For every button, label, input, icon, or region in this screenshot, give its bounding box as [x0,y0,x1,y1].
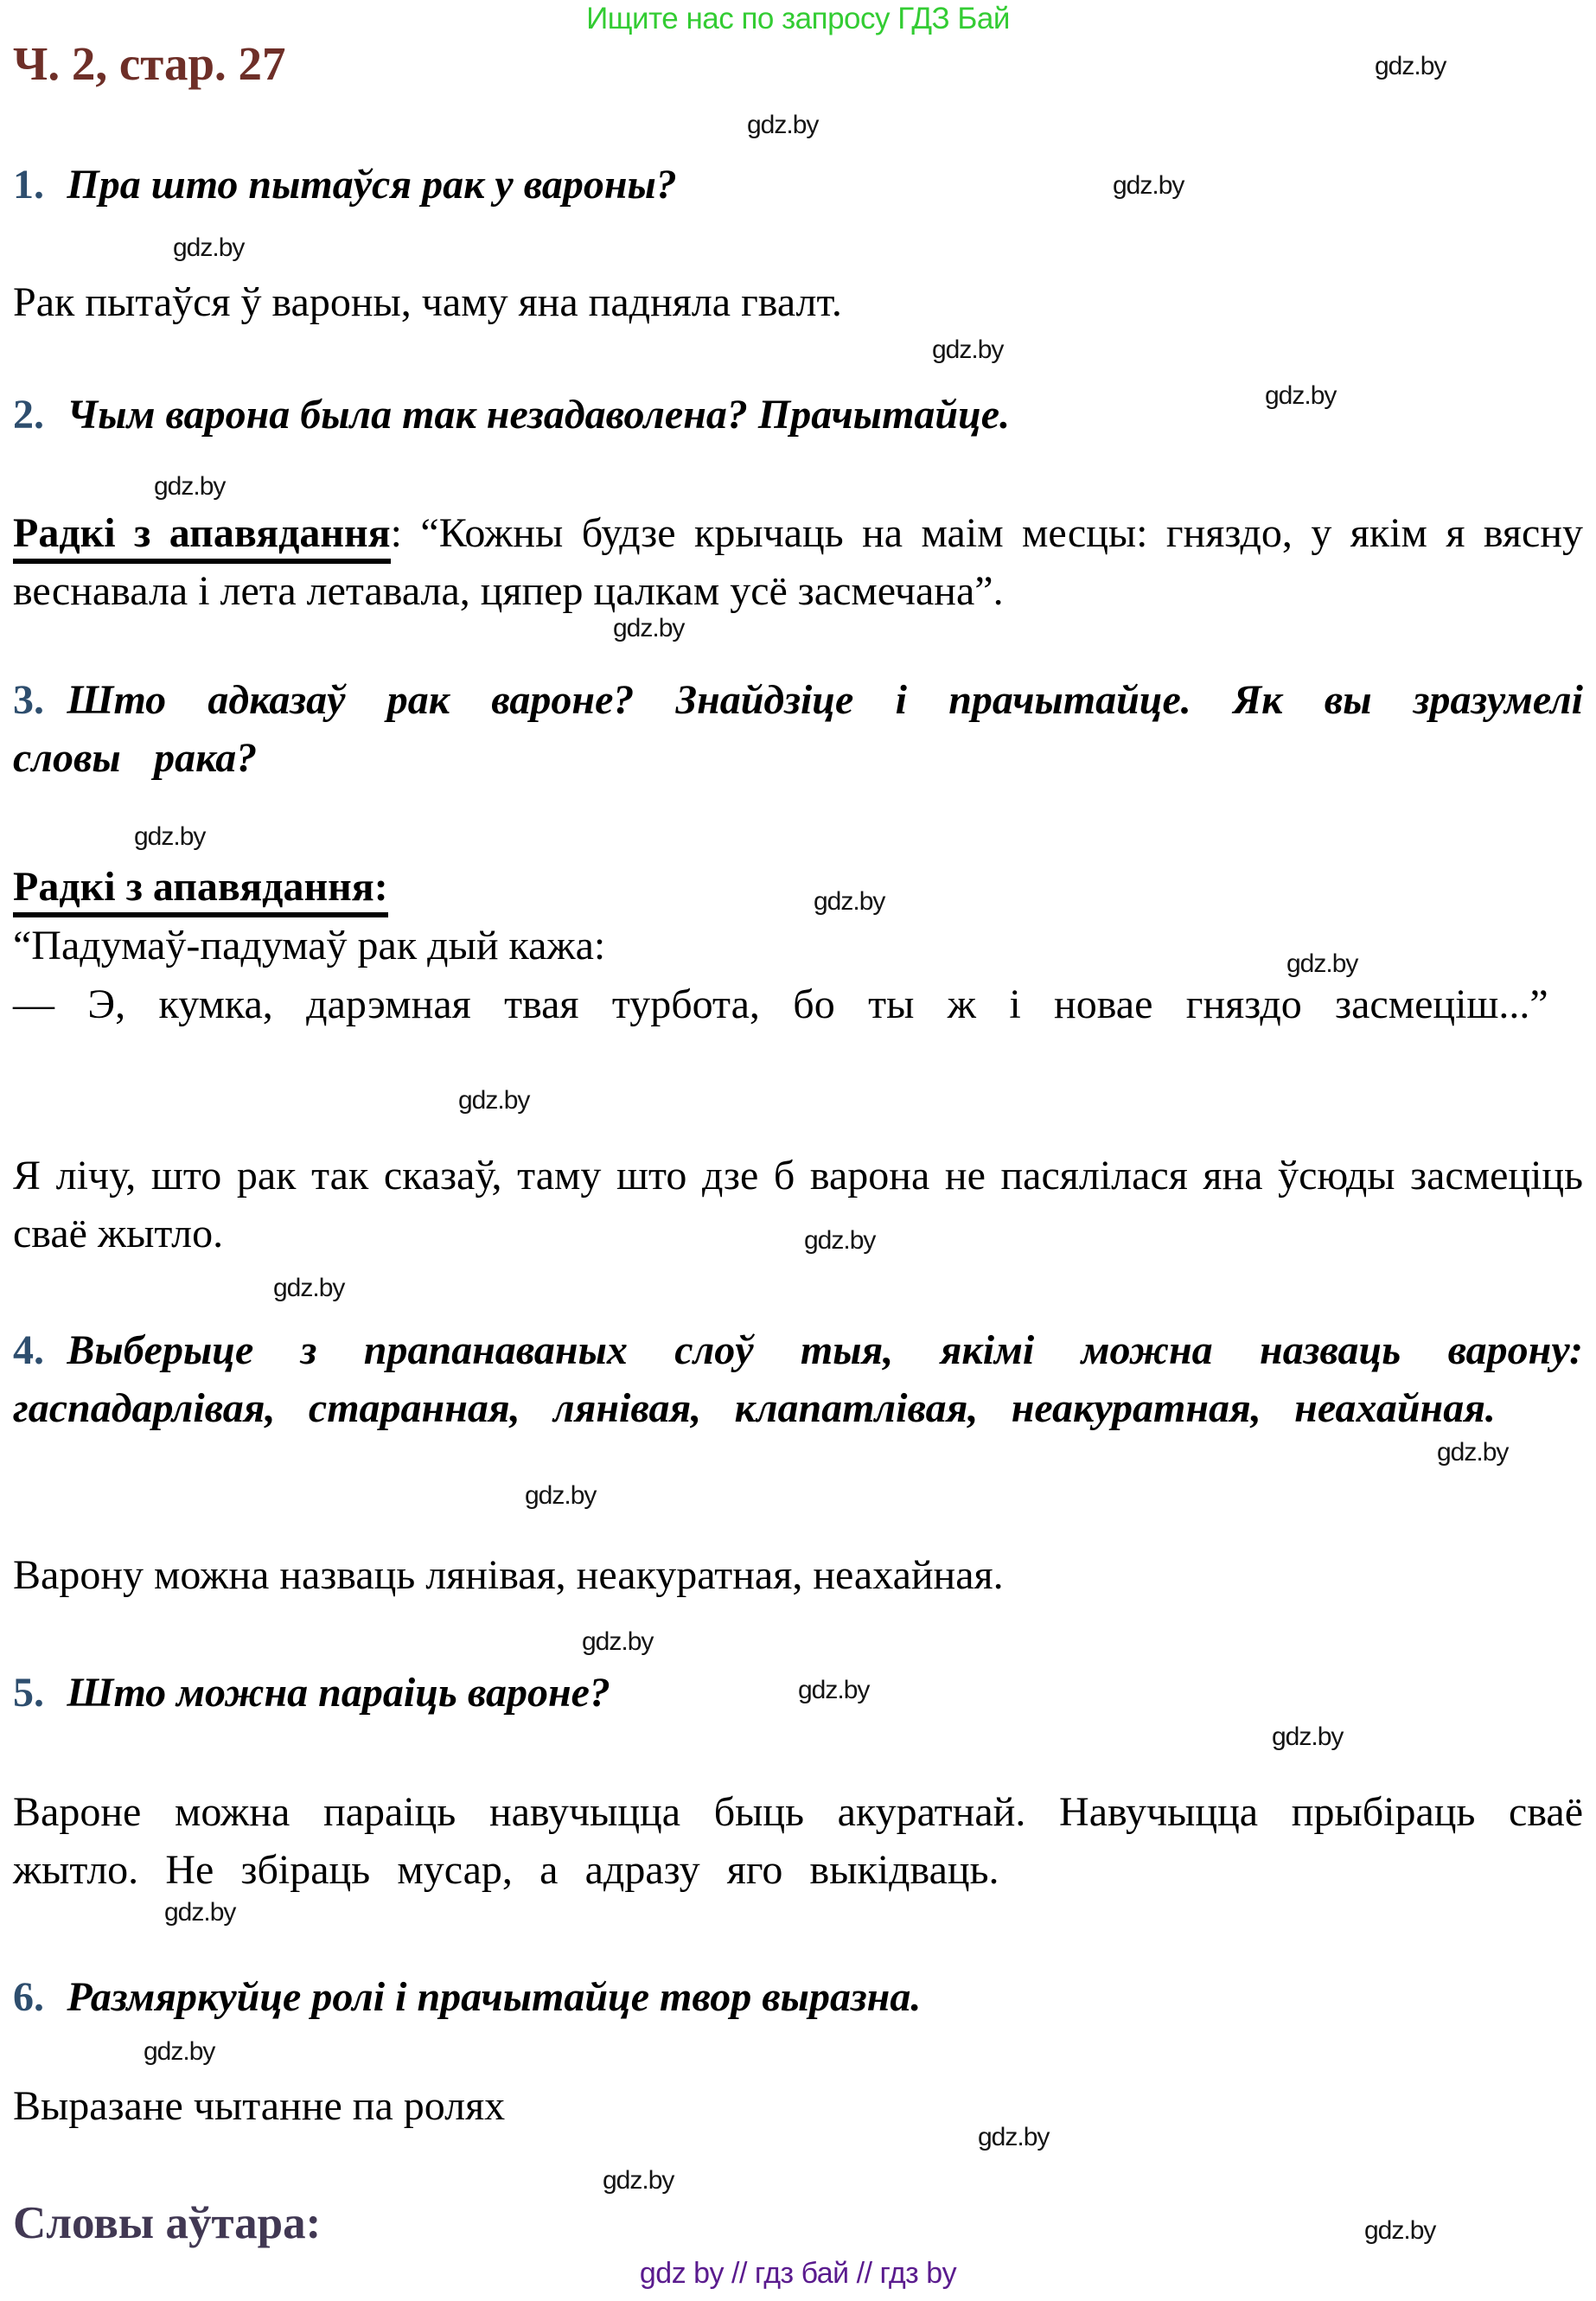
answer-5: Вароне можна параіць навучыцца быць акуратнай. Навучыцца прыбіраць сваё жытло. Не збіраць мусар, а адразу яго выкідваць. [13,1789,1583,1894]
question-3-number: 3. [13,677,44,723]
question-3-text: Што адказаў рак вароне? Знайдзіце і прачытайце. Як вы зразумелі словы рака? [13,677,1583,782]
question-4-number: 4. [13,1327,44,1373]
gdzby-watermark: gdz.by [525,1481,597,1510]
gdzby-watermark: gdz.by [1375,52,1446,80]
quote-label: Радкі з апавядання [13,510,391,564]
gdzby-watermark: gdz.by [603,2166,674,2195]
footer-links[interactable]: gdz by // гдз бай // гдз by [639,2257,957,2290]
gdzby-watermark: gdz.by [154,472,226,501]
gdzby-watermark: gdz.by [1437,1438,1509,1467]
answer-6: Выразане чытанне па ролях [13,2083,506,2129]
gdzby-watermark: gdz.by [582,1627,654,1656]
question-2 [13,386,1583,444]
gdzby-watermark: gdz.by [273,1274,345,1302]
question-4 [13,1321,1583,1437]
gdzby-watermark: gdz.by [458,1086,530,1115]
question-5-text: Што можна параіць вароне? [67,1670,610,1716]
question-1-number: 1. [13,162,44,208]
question-2-number: 2. [13,392,44,438]
question-3 [13,671,1583,787]
question-6 [13,1968,1583,2026]
gdzby-watermark: gdz.by [932,336,1004,364]
question-1 [13,156,1583,214]
gdzby-watermark: gdz.by [1265,381,1337,410]
answer-3-text: Я лічу, што рак так сказаў, таму што дзе б варона не пасялілася яна ўсюды засмеціць сваё жытло. [13,1153,1583,1257]
question-5 [13,1664,1583,1722]
gdzby-watermark: gdz.by [134,822,206,851]
question-1-text: Пра што пытаўся рак у вароны? [67,162,677,208]
gdzby-watermark: gdz.by [144,2037,215,2066]
gdzby-watermark: gdz.by [747,111,819,139]
question-4-text: Выберыце з прапанаваных слоў тыя, якімі можна назваць варону: гаспадарлівая, старанная, лянівая, клапатлівая, неакуратная, неахайная. [13,1327,1583,1432]
question-2-text: Чым варона была так незадаволена? Прачытайце. [67,392,1011,438]
author-words-heading: Словы аўтара: [13,2198,322,2248]
question-6-number: 6. [13,1974,44,2020]
answer-2-quote [13,504,1583,620]
gdzby-watermark: gdz.by [613,614,685,642]
answer-3-quote-line2: — Э, кумка, дарэмная твая турбота, бо ты ж і новае гняздо засмеціш...” [13,981,1548,1027]
gdzby-watermark: gdz.by [1272,1723,1344,1751]
gdzby-watermark: gdz.by [1286,949,1358,978]
quote-text: : “Кожны будзе крычаць на маім месцы: гняздо, у якім я вясну веснавала і лета летавала, цяпер цалкам усё засмечана”. [13,510,1583,615]
promo-banner: Ищите нас по запросу ГДЗ Бай [586,2,1010,35]
gdzby-watermark: gdz.by [814,887,885,916]
answer-4: Варону можна назваць лянівая, неакуратная, неахайная. [13,1552,1004,1598]
quote-label: Радкі з апавядання: [13,864,388,917]
gdzby-watermark: gdz.by [1113,171,1184,200]
gdzby-watermark: gdz.by [798,1676,870,1704]
question-5-number: 5. [13,1670,44,1716]
answer-1: Рак пытаўся ў вароны, чаму яна падняла гвалт. [13,279,842,325]
gdzby-watermark: gdz.by [1364,2216,1436,2245]
gdzby-watermark: gdz.by [978,2123,1050,2151]
question-6-text: Размяркуйце ролі і прачытайце твор выразна. [67,1974,922,2020]
answer-3-quote-heading [13,858,1583,916]
page-title: Ч. 2, стар. 27 [13,37,286,90]
gdzby-watermark: gdz.by [173,233,245,262]
gdzby-watermark: gdz.by [164,1898,236,1927]
answer-3-quote-line1: “Падумаў-падумаў рак дый кажа: [13,923,606,968]
gdzby-watermark: gdz.by [804,1226,876,1255]
